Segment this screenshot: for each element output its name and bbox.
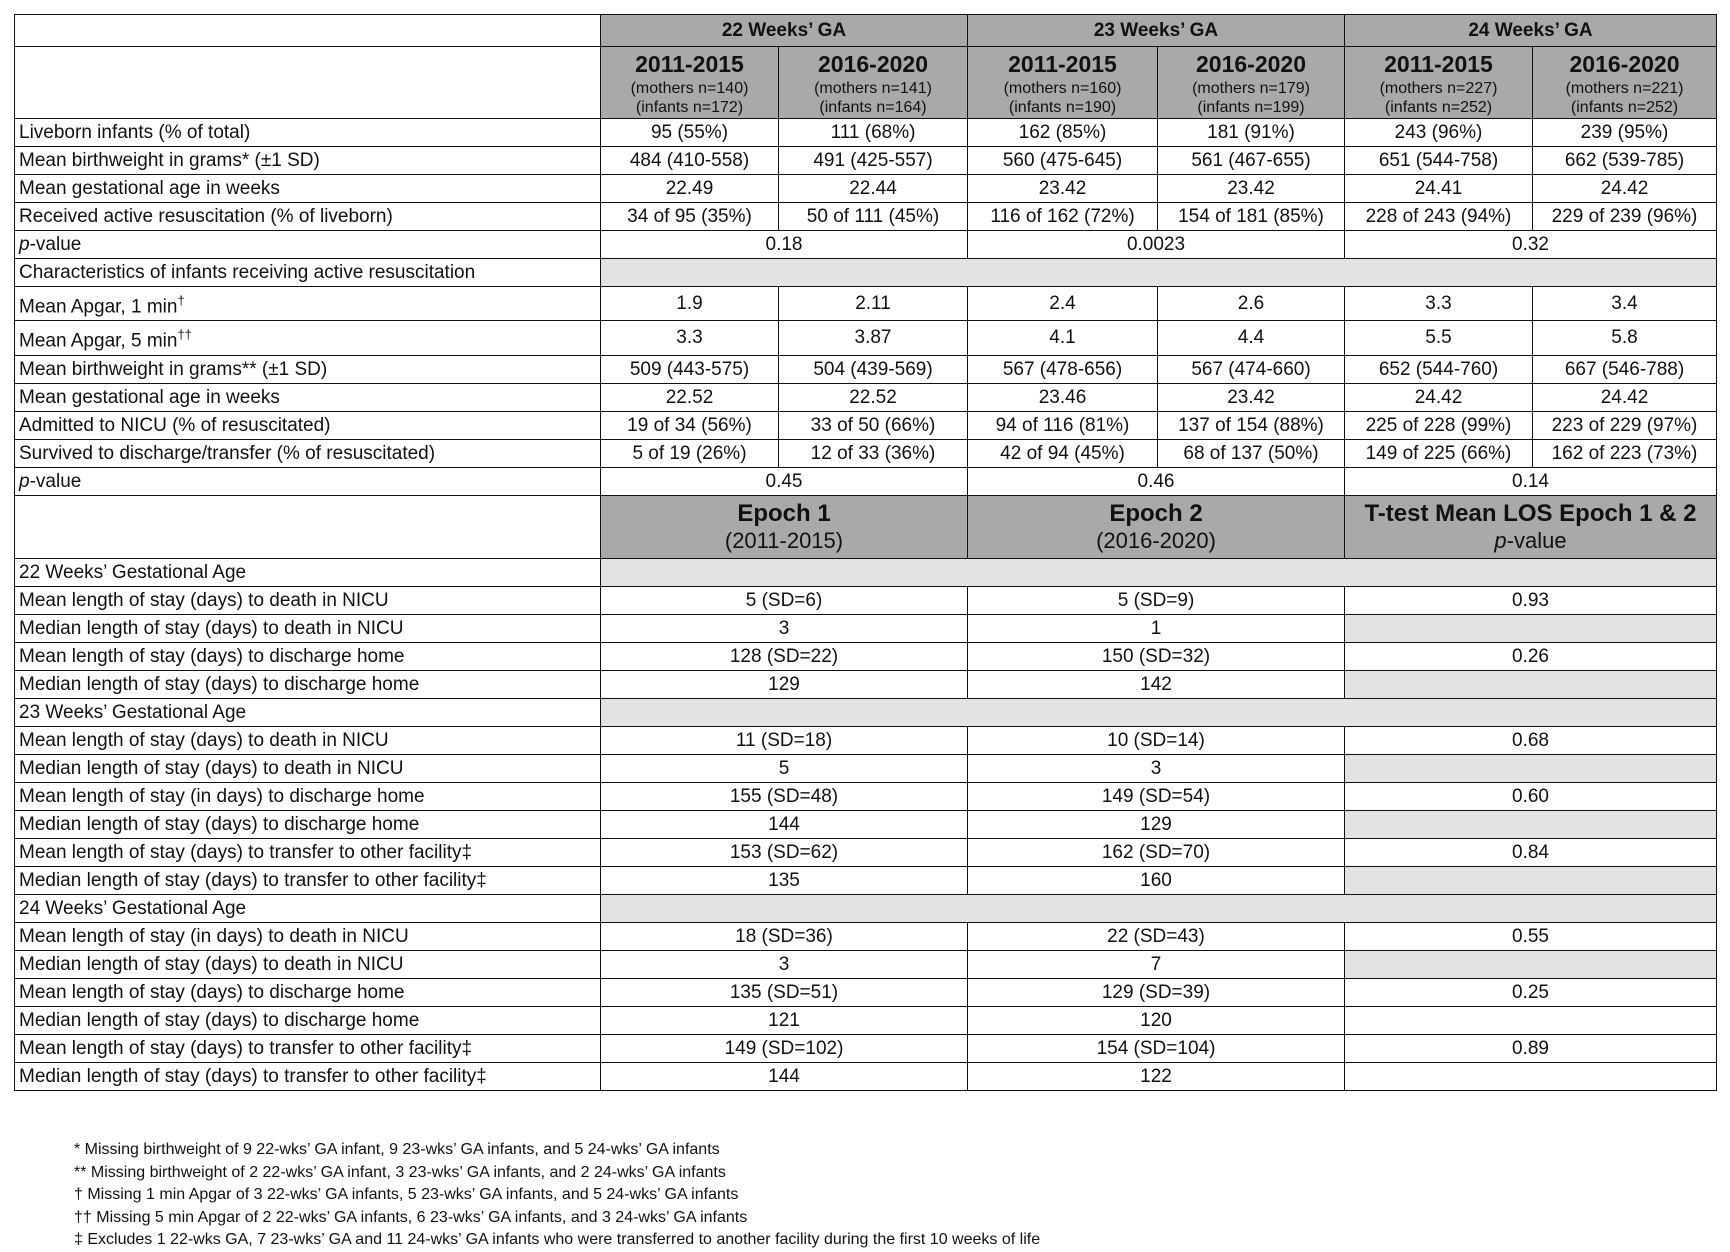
- col-header: [1158, 47, 1345, 119]
- epoch1-cell: 135: [601, 866, 968, 894]
- cell: 567 (478-656): [968, 355, 1158, 383]
- col-mothers: (mothers n=179): [1192, 80, 1310, 97]
- col-infants: (infants n=190): [1008, 99, 1117, 116]
- epoch2-cell: 10 (SD=14): [968, 726, 1345, 754]
- footnote: † Missing 1 min Apgar of 3 22-wks’ GA infants, 5 23-wks’ GA infants, and 5 24-wks’ GA infants: [74, 1186, 739, 1203]
- cell: 154 of 181 (85%): [1158, 203, 1345, 231]
- header-corner-cell: [15, 15, 601, 47]
- ttest-sub: [1349, 528, 1712, 554]
- cell: 5.8: [1533, 321, 1717, 355]
- cell: 651 (544-758): [1345, 147, 1533, 175]
- cell: 24.42: [1345, 383, 1533, 411]
- label-text: Mean Apgar, 5 min: [19, 330, 178, 352]
- row-apgar-1min: [15, 287, 1717, 321]
- epoch2-cell: 129 (SD=39): [968, 978, 1345, 1006]
- cell: 3.3: [1345, 287, 1533, 321]
- row-label: Received active resuscitation (% of liveborn): [15, 203, 601, 231]
- cell: 116 of 162 (72%): [968, 203, 1158, 231]
- shaded-spacer: [601, 894, 1717, 922]
- pvalue-cell: 0.26: [1345, 642, 1717, 670]
- pvalue-cell: [1345, 866, 1717, 894]
- ttest-header: [1345, 495, 1717, 558]
- row-ga-heading: [15, 698, 1717, 726]
- row-label: Mean birthweight in grams** (±1 SD): [15, 355, 601, 383]
- p-italic: p: [1494, 528, 1507, 554]
- cell: 24.42: [1533, 383, 1717, 411]
- shaded-spacer: [601, 698, 1717, 726]
- epoch1-cell: 18 (SD=36): [601, 922, 968, 950]
- cell: 239 (95%): [1533, 119, 1717, 147]
- cell: 94 of 116 (81%): [968, 411, 1158, 439]
- col-infants: (infants n=164): [819, 99, 927, 116]
- cell: 5.5: [1345, 321, 1533, 355]
- row-label: Mean length of stay (days) to discharge home: [15, 978, 601, 1006]
- pvalue-cell: 0.0023: [968, 231, 1345, 259]
- outcomes-table-region: [14, 14, 1716, 1248]
- cell: 22.49: [601, 175, 779, 203]
- footnote: * Missing birthweight of 9 22-wks’ GA infant, 9 23-wks’ GA infants, and 5 24-wks’ GA infants: [74, 1141, 720, 1158]
- epoch1-cell: 129: [601, 670, 968, 698]
- col-years: 2016-2020: [818, 51, 928, 77]
- row-label: [15, 231, 601, 259]
- epoch2-cell: 150 (SD=32): [968, 642, 1345, 670]
- epoch2-cell: 22 (SD=43): [968, 922, 1345, 950]
- row-length-of-stay: [15, 726, 1717, 754]
- row-length-of-stay: [15, 1006, 1717, 1034]
- cell: 3.87: [779, 321, 968, 355]
- epoch1-cell: 135 (SD=51): [601, 978, 968, 1006]
- row-gestational-age-resuscitated: [15, 383, 1717, 411]
- cell: 491 (425-557): [779, 147, 968, 175]
- section-heading: Characteristics of infants receiving active resuscitation: [15, 259, 601, 287]
- row-label: Mean length of stay (days) to transfer to other facility‡: [15, 838, 601, 866]
- col-mothers: (mothers n=227): [1379, 80, 1498, 97]
- cell: 23.42: [1158, 383, 1345, 411]
- col-mothers: (mothers n=160): [1003, 80, 1122, 97]
- row-label: [15, 467, 601, 495]
- epoch1-cell: 128 (SD=22): [601, 642, 968, 670]
- cell: 662 (539-785): [1533, 147, 1717, 175]
- row-length-of-stay: [15, 1062, 1717, 1090]
- col-header: [601, 47, 779, 119]
- epoch2-cell: 7: [968, 950, 1345, 978]
- footnote: †† Missing 5 min Apgar of 2 22-wks’ GA infants, 6 23-wks’ GA infants, and 3 24-wks’ GA infants: [74, 1208, 748, 1226]
- row-label: Median length of stay (days) to transfer to other facility‡: [15, 866, 601, 894]
- epoch1-cell: 5: [601, 754, 968, 782]
- pvalue-cell: [1345, 810, 1717, 838]
- col-infants: (infants n=252): [1570, 99, 1679, 116]
- row-label: Mean length of stay (days) to death in NICU: [15, 726, 601, 754]
- cell: 667 (546-788): [1533, 355, 1717, 383]
- row-birthweight: [15, 147, 1717, 175]
- epoch1-cell: 3: [601, 950, 968, 978]
- footnote: ‡ Excludes 1 22-wks GA, 7 23-wks’ GA and 11 24-wks’ GA infants who were transferred to another facility during the first 10 weeks of life: [74, 1231, 1041, 1248]
- group-header-23wk: 23 Weeks’ GA: [968, 15, 1345, 47]
- cell: 4.4: [1158, 321, 1345, 355]
- pvalue-cell: 0.18: [601, 231, 968, 259]
- pvalue-cell: 0.25: [1345, 978, 1717, 1006]
- epoch1-cell: 149 (SD=102): [601, 1034, 968, 1062]
- row-length-of-stay: [15, 782, 1717, 810]
- header-corner-cell-2: [15, 47, 601, 119]
- pvalue-cell: 0.32: [1345, 231, 1717, 259]
- row-ga-heading: [15, 894, 1717, 922]
- cell: 2.11: [779, 287, 968, 321]
- col-years: 2011-2015: [1008, 51, 1117, 77]
- row-length-of-stay: [15, 614, 1717, 642]
- row-length-of-stay: [15, 866, 1717, 894]
- cell: 68 of 137 (50%): [1158, 439, 1345, 467]
- cell: 50 of 111 (45%): [779, 203, 968, 231]
- row-label: Mean gestational age in weeks: [15, 175, 601, 203]
- row-length-of-stay: [15, 586, 1717, 614]
- epoch1-cell: 144: [601, 810, 968, 838]
- cell: 24.41: [1345, 175, 1533, 203]
- col-infants: (infants n=199): [1197, 99, 1305, 116]
- cell: 149 of 225 (66%): [1345, 439, 1533, 467]
- cell: 34 of 95 (35%): [601, 203, 779, 231]
- pvalue-cell: [1345, 614, 1717, 642]
- pvalue-cell: 0.89: [1345, 1034, 1717, 1062]
- cell: 1.9: [601, 287, 779, 321]
- pvalue-cell: [1345, 754, 1717, 782]
- row-gestational-age: [15, 175, 1717, 203]
- row-label: Mean length of stay (in days) to discharge home: [15, 782, 601, 810]
- cell: 229 of 239 (96%): [1533, 203, 1717, 231]
- row-pvalue-resuscitation: [15, 231, 1717, 259]
- epoch2-cell: 160: [968, 866, 1345, 894]
- row-label: Median length of stay (days) to transfer to other facility‡: [15, 1062, 601, 1090]
- section-heading: 22 Weeks’ Gestational Age: [15, 558, 601, 586]
- row-label: Median length of stay (days) to discharge home: [15, 670, 601, 698]
- pvalue-cell: 0.84: [1345, 838, 1717, 866]
- group-header-24wk: 24 Weeks’ GA: [1345, 15, 1717, 47]
- p-italic: p: [19, 234, 30, 255]
- header-corner-cell-3: [15, 495, 601, 558]
- row-length-of-stay: [15, 810, 1717, 838]
- col-years: 2016-2020: [1569, 51, 1680, 77]
- row-length-of-stay: [15, 838, 1717, 866]
- cell: 111 (68%): [779, 119, 968, 147]
- epoch2-years: (2016-2020): [1096, 528, 1216, 554]
- epoch1-years: (2011-2015): [724, 528, 844, 554]
- row-length-of-stay: [15, 754, 1717, 782]
- epoch2-cell: 122: [968, 1062, 1345, 1090]
- epoch2-title: Epoch 2: [1109, 500, 1203, 528]
- row-label: [15, 287, 601, 321]
- epoch1-cell: 3: [601, 614, 968, 642]
- cell: 33 of 50 (66%): [779, 411, 968, 439]
- epoch2-cell: 162 (SD=70): [968, 838, 1345, 866]
- row-label: Median length of stay (days) to death in NICU: [15, 950, 601, 978]
- epoch2-cell: 129: [968, 810, 1345, 838]
- cell: 22.52: [601, 383, 779, 411]
- col-years: 2016-2020: [1196, 51, 1306, 77]
- row-length-of-stay: [15, 1034, 1717, 1062]
- row-label: Median length of stay (days) to discharge home: [15, 1006, 601, 1034]
- footnote-mark: †: [177, 293, 185, 308]
- label-text: Mean Apgar, 1 min: [19, 296, 178, 318]
- col-mothers: (mothers n=221): [1565, 80, 1684, 97]
- epoch2-cell: 5 (SD=9): [968, 586, 1345, 614]
- row-label: Median length of stay (days) to death in NICU: [15, 754, 601, 782]
- col-header: [1533, 47, 1717, 119]
- cell: 560 (475-645): [968, 147, 1158, 175]
- pvalue-cell: 0.14: [1345, 467, 1717, 495]
- row-liveborn: [15, 119, 1717, 147]
- length-of-stay-body: [15, 558, 1717, 1090]
- row-epoch-header: [15, 495, 1717, 558]
- row-admitted-nicu: [15, 411, 1717, 439]
- row-label: [15, 321, 601, 355]
- outcomes-table: [14, 14, 1717, 1091]
- cell: 484 (410-558): [601, 147, 779, 175]
- cell: 19 of 34 (56%): [601, 411, 779, 439]
- col-years: 2011-2015: [1384, 51, 1493, 77]
- cell: 137 of 154 (88%): [1158, 411, 1345, 439]
- epoch2-cell: 149 (SD=54): [968, 782, 1345, 810]
- row-label: Median length of stay (days) to death in NICU: [15, 614, 601, 642]
- row-survived: [15, 439, 1717, 467]
- row-label: Mean gestational age in weeks: [15, 383, 601, 411]
- pvalue-cell: [1345, 950, 1717, 978]
- epoch1-cell: 5 (SD=6): [601, 586, 968, 614]
- cell: 3.4: [1533, 287, 1717, 321]
- col-header: [968, 47, 1158, 119]
- cell: 567 (474-660): [1158, 355, 1345, 383]
- cell: 162 (85%): [968, 119, 1158, 147]
- col-header: [779, 47, 968, 119]
- row-label: Mean birthweight in grams* (±1 SD): [15, 147, 601, 175]
- row-label: Survived to discharge/transfer (% of resuscitated): [15, 439, 601, 467]
- cell: 12 of 33 (36%): [779, 439, 968, 467]
- ttest-title: T-test Mean LOS Epoch 1 & 2: [1364, 500, 1697, 528]
- cell: 23.42: [968, 175, 1158, 203]
- footnote: ** Missing birthweight of 2 22-wks’ GA infant, 3 23-wks’ GA infants, and 2 24-wks’ GA infants: [74, 1163, 726, 1181]
- col-header: [1345, 47, 1533, 119]
- cell: 652 (544-760): [1345, 355, 1533, 383]
- row-length-of-stay: [15, 922, 1717, 950]
- pvalue-cell: 0.45: [601, 467, 968, 495]
- row-length-of-stay: [15, 642, 1717, 670]
- col-infants: (infants n=172): [635, 99, 744, 116]
- group-header-22wk: 22 Weeks’ GA: [601, 15, 968, 47]
- cell: 561 (467-655): [1158, 147, 1345, 175]
- row-apgar-5min: [15, 321, 1717, 355]
- p-italic: p: [19, 470, 30, 492]
- row-birthweight-resuscitated: [15, 355, 1717, 383]
- cell: 181 (91%): [1158, 119, 1345, 147]
- cell: 95 (55%): [601, 119, 779, 147]
- shaded-spacer: [601, 259, 1717, 287]
- row-ga-heading: [15, 558, 1717, 586]
- cell: 23.46: [968, 383, 1158, 411]
- epoch1-title: Epoch 1: [737, 500, 831, 528]
- cell: 2.6: [1158, 287, 1345, 321]
- cell: 24.42: [1533, 175, 1717, 203]
- cell: 162 of 223 (73%): [1533, 439, 1717, 467]
- epoch1-header: [601, 495, 968, 558]
- row-length-of-stay: [15, 670, 1717, 698]
- p-rest: -value: [29, 470, 82, 492]
- pvalue-cell: [1345, 1006, 1717, 1034]
- row-label: Admitted to NICU (% of resuscitated): [15, 411, 601, 439]
- cell: 22.44: [779, 175, 968, 203]
- cell: 243 (96%): [1345, 119, 1533, 147]
- epoch2-cell: 120: [968, 1006, 1345, 1034]
- pvalue-cell: [1345, 1062, 1717, 1090]
- col-mothers: (mothers n=140): [630, 80, 749, 97]
- epoch1-cell: 153 (SD=62): [601, 838, 968, 866]
- row-label: Mean length of stay (days) to transfer to other facility‡: [15, 1034, 601, 1062]
- pvalue-cell: 0.55: [1345, 922, 1717, 950]
- section-heading: 24 Weeks’ Gestational Age: [15, 894, 601, 922]
- epoch2-cell: 3: [968, 754, 1345, 782]
- cell: 509 (443-575): [601, 355, 779, 383]
- p-rest: -value: [29, 234, 82, 255]
- cell: 22.52: [779, 383, 968, 411]
- row-label: Mean length of stay (days) to death in NICU: [15, 586, 601, 614]
- row-characteristics-heading: [15, 259, 1717, 287]
- shaded-spacer: [601, 558, 1717, 586]
- row-label: Mean length of stay (in days) to death in NICU: [15, 922, 601, 950]
- epoch1-cell: 121: [601, 1006, 968, 1034]
- cell: 223 of 229 (97%): [1533, 411, 1717, 439]
- cell: 5 of 19 (26%): [601, 439, 779, 467]
- cell: 225 of 228 (99%): [1345, 411, 1533, 439]
- epoch2-cell: 154 (SD=104): [968, 1034, 1345, 1062]
- epoch2-header: [968, 495, 1345, 558]
- cell: 4.1: [968, 321, 1158, 355]
- pvalue-cell: 0.93: [1345, 586, 1717, 614]
- cell: 23.42: [1158, 175, 1345, 203]
- p-rest: -value: [1506, 528, 1567, 554]
- row-length-of-stay: [15, 978, 1717, 1006]
- pvalue-cell: 0.46: [968, 467, 1345, 495]
- epoch2-cell: 1: [968, 614, 1345, 642]
- cell: 3.3: [601, 321, 779, 355]
- row-pvalue-survival: [15, 467, 1717, 495]
- footnote-mark: ††: [177, 327, 192, 343]
- col-mothers: (mothers n=141): [814, 80, 932, 97]
- epoch1-cell: 11 (SD=18): [601, 726, 968, 754]
- section-heading: 23 Weeks’ Gestational Age: [15, 698, 601, 726]
- cell: 504 (439-569): [779, 355, 968, 383]
- epoch1-cell: 155 (SD=48): [601, 782, 968, 810]
- cell: 228 of 243 (94%): [1345, 203, 1533, 231]
- epoch2-cell: 142: [968, 670, 1345, 698]
- row-label: Liveborn infants (% of total): [15, 119, 601, 147]
- cell: 2.4: [968, 287, 1158, 321]
- pvalue-cell: [1345, 670, 1717, 698]
- footnotes: [74, 1139, 1040, 1252]
- row-label: Median length of stay (days) to discharge home: [15, 810, 601, 838]
- pvalue-cell: 0.60: [1345, 782, 1717, 810]
- cell: 42 of 94 (45%): [968, 439, 1158, 467]
- col-years: 2011-2015: [635, 51, 744, 77]
- pvalue-cell: 0.68: [1345, 726, 1717, 754]
- row-active-resuscitation: [15, 203, 1717, 231]
- row-label: Mean length of stay (days) to discharge home: [15, 642, 601, 670]
- col-infants: (infants n=252): [1384, 99, 1493, 116]
- row-length-of-stay: [15, 950, 1717, 978]
- epoch1-cell: 144: [601, 1062, 968, 1090]
